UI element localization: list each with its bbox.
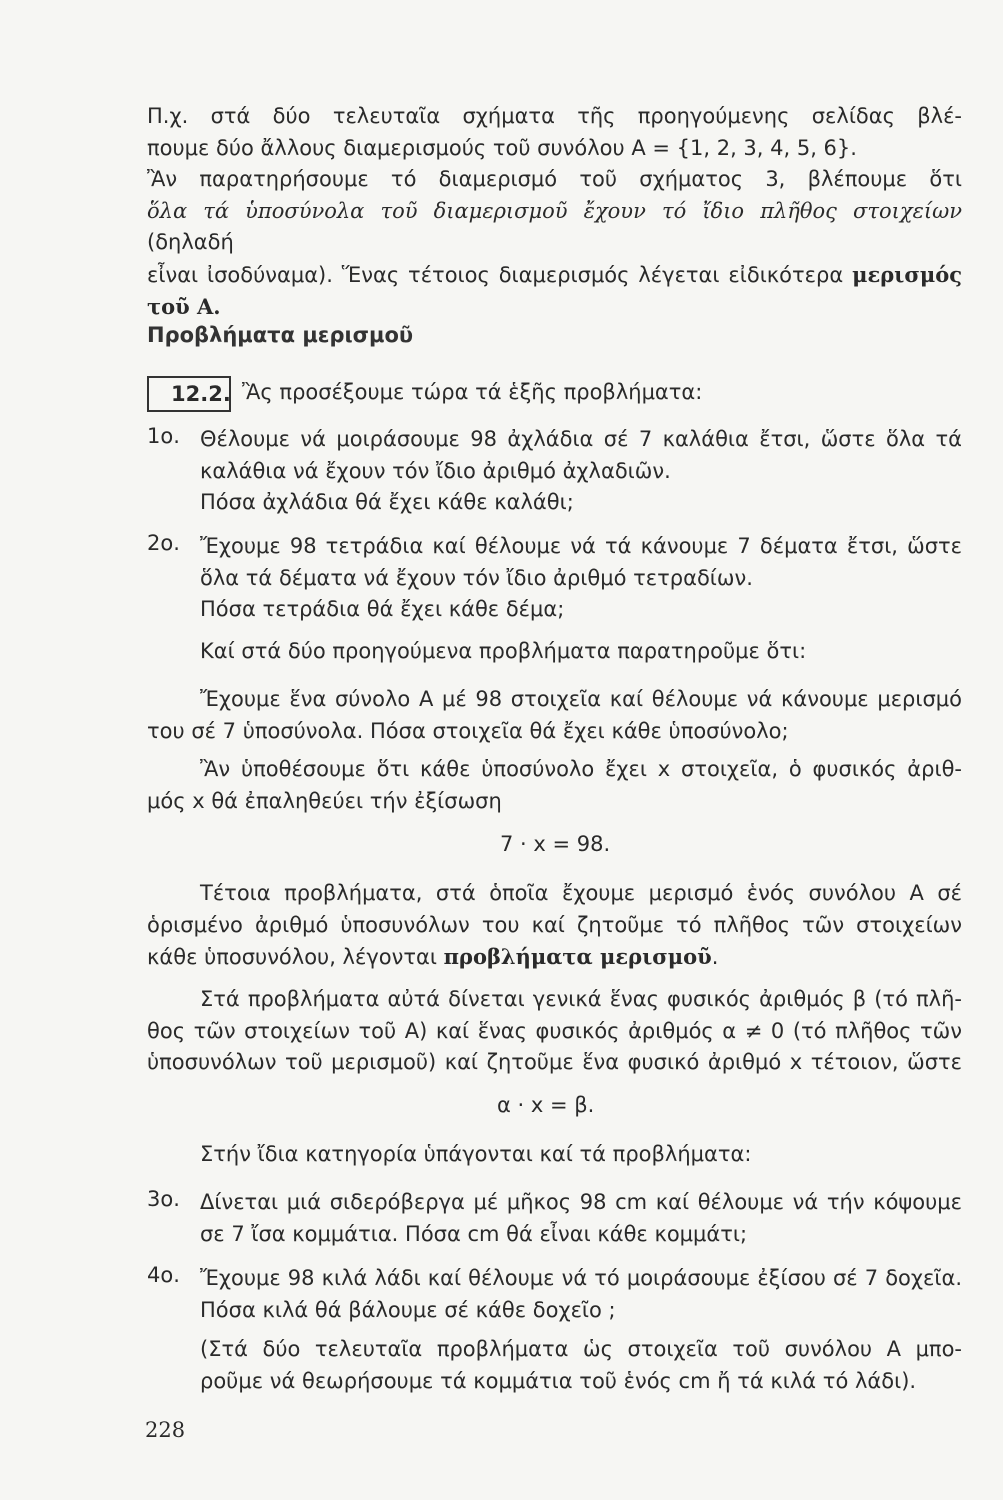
page-number: 228 (145, 1418, 186, 1442)
term-division-problems: προβλήματα μερισμοῦ (443, 944, 712, 969)
text-line: Πόσα τετράδια θά ἔχει κάθε δέμα; (200, 597, 565, 621)
equation-7x-98: 7 · x = 98. (500, 832, 611, 856)
set-paragraph (147, 684, 962, 747)
italic-phrase: ὅλα τά ὑποσύνολα τοῦ διαμερισμοῦ ἔχουν τό ἴδιο πλῆθος στοιχείων (147, 198, 962, 223)
text-line: εἶναι ἰσοδύναμα). Ἕνας τέτοιος διαμερισμός λέγεται εἰδικότερα μερισμός (147, 261, 962, 287)
observation-line: Καί στά δύο προηγούμενα προβλήματα παρατηροῦμε ὅτι: (200, 639, 807, 663)
text-line: Ἂν ὑποθέσουμε ὅτι κάθε ὑποσύνολο ἔχει x στοιχεῖα, ὁ φυσικός ἀριθ- (200, 757, 962, 781)
problem-4-label: 4ο. (147, 1263, 180, 1287)
problem-2 (200, 531, 962, 626)
text-line: Ἔχουμε 98 τετράδια καί θέλουμε νά τά κάνουμε 7 δέματα ἔτσι, ὥστε (200, 534, 962, 558)
section-number-box: 12.2. (147, 376, 231, 412)
text-line: καλάθια νά ἔχουν τόν ἴδιο ἀριθμό ἀχλαδιῶν. (200, 458, 671, 483)
text-line: Πόσα ἀχλάδια θά ἔχει κάθε καλάθι; (200, 490, 574, 514)
section-intro: Ἂς προσέξουμε τώρα τά ἑξῆς προβλήματα: (242, 380, 703, 404)
text-line: ὑποσυνόλων τοῦ μερισμοῦ) καί ζητοῦμε ἕνα φυσικό ἀριθμό x τέτοιον, ὥστε (147, 1050, 962, 1074)
text-line: Ἔχουμε 98 κιλά λάδι καί θέλουμε νά τό μοιράσουμε ἐξίσου σέ 7 δοχεῖα. (200, 1266, 962, 1290)
category-line: Στήν ἴδια κατηγορία ὑπάγονται καί τά προβλήματα: (200, 1142, 752, 1166)
section-heading: Προβλήματα μερισμοῦ (147, 323, 414, 347)
text-line: ὁρισμένο ἀριθμό ὑποσυνόλων του καί ζητοῦμε τό πλῆθος τῶν στοιχείων (147, 912, 962, 937)
text-line: θος τῶν στοιχείων τοῦ A) καί ἕνας φυσικός ἀριθμός α ≠ 0 (τό πλῆθος τῶν (147, 1018, 962, 1043)
text-line: Στά προβλήματα αὐτά δίνεται γενικά ἕνας φυσικός ἀριθμός β (τό πλῆ- (200, 987, 962, 1011)
equation-ax-b: α · x = β. (497, 1093, 595, 1117)
problem-3-label: 3ο. (147, 1187, 180, 1211)
problem-1-label: 1ο. (147, 424, 180, 448)
text-line: πουμε δύο ἄλλους διαμερισμούς τοῦ συνόλου A = {1, 2, 3, 4, 5, 6}. (147, 135, 857, 160)
problem-1 (200, 424, 962, 519)
text-line: Πόσα κιλά θά βάλουμε σέ κάθε δοχεῖο ; (200, 1297, 616, 1322)
text-line: (Στά δύο τελευταῖα προβλήματα ὡς στοιχεῖα τοῦ συνόλου A μπο- (200, 1337, 962, 1361)
intro-paragraph (147, 101, 962, 323)
text-line: μός x θά ἐπαληθεύει τήν ἐξίσωση (147, 788, 502, 813)
text-line: Θέλουμε νά μοιράσουμε 98 ἀχλάδια σέ 7 καλάθια ἔτσι, ὥστε ὅλα τά (200, 427, 962, 451)
definition-paragraph (147, 878, 962, 974)
text-line: Δίνεται μιά σιδερόβεργα μέ μῆκος 98 cm καί θέλουμε νά τήν κόψουμε (200, 1190, 962, 1214)
text-line: σε 7 ἴσα κομμάτια. Πόσα cm θά εἶναι κάθε κομμάτι; (200, 1221, 748, 1246)
text-line: Ἂν παρατηρήσουμε τό διαμερισμό τοῦ σχήματος 3, βλέπουμε ὅτι (147, 167, 962, 191)
term-meristmos: μερισμός (852, 261, 962, 287)
assume-paragraph (147, 754, 962, 817)
text-line: του σέ 7 ὑποσύνολα. Πόσα στοιχεῖα θά ἔχει κάθε ὑποσύνολο; (147, 718, 789, 743)
general-paragraph (147, 984, 962, 1079)
problem-2-label: 2ο. (147, 531, 180, 555)
text-line: Τέτοια προβλήματα, στά ὁποῖα ἔχουμε μερισμό ἑνός συνόλου A σέ (200, 881, 962, 905)
text-line: ροῦμε νά θεωρήσουμε τά κομμάτια τοῦ ἑνός cm ἤ τά κιλά τό λάδι). (200, 1368, 917, 1393)
text-line: ὅλα τά ὑποσύνολα τοῦ διαμερισμοῦ ἔχουν τό ἴδιο πλῆθος στοιχείων (δηλαδή (147, 198, 962, 254)
problem-4 (200, 1263, 962, 1326)
closing-note (200, 1334, 962, 1397)
problem-3 (200, 1187, 962, 1250)
text-line: Ἔχουμε ἕνα σύνολο A μέ 98 στοιχεῖα καί θέλουμε νά κάνουμε μερισμό (200, 687, 962, 711)
text-line: ὅλα τά δέματα νά ἔχουν τόν ἴδιο ἀριθμό τετραδίων. (200, 565, 753, 590)
text-line: κάθε ὑποσυνόλου, λέγονται προβλήματα μερισμοῦ. (147, 944, 719, 969)
text-line: Π.χ. στά δύο τελευταῖα σχήματα τῆς προηγούμενης σελίδας βλέ- (147, 104, 962, 128)
text-line: τοῦ A. (147, 294, 221, 319)
